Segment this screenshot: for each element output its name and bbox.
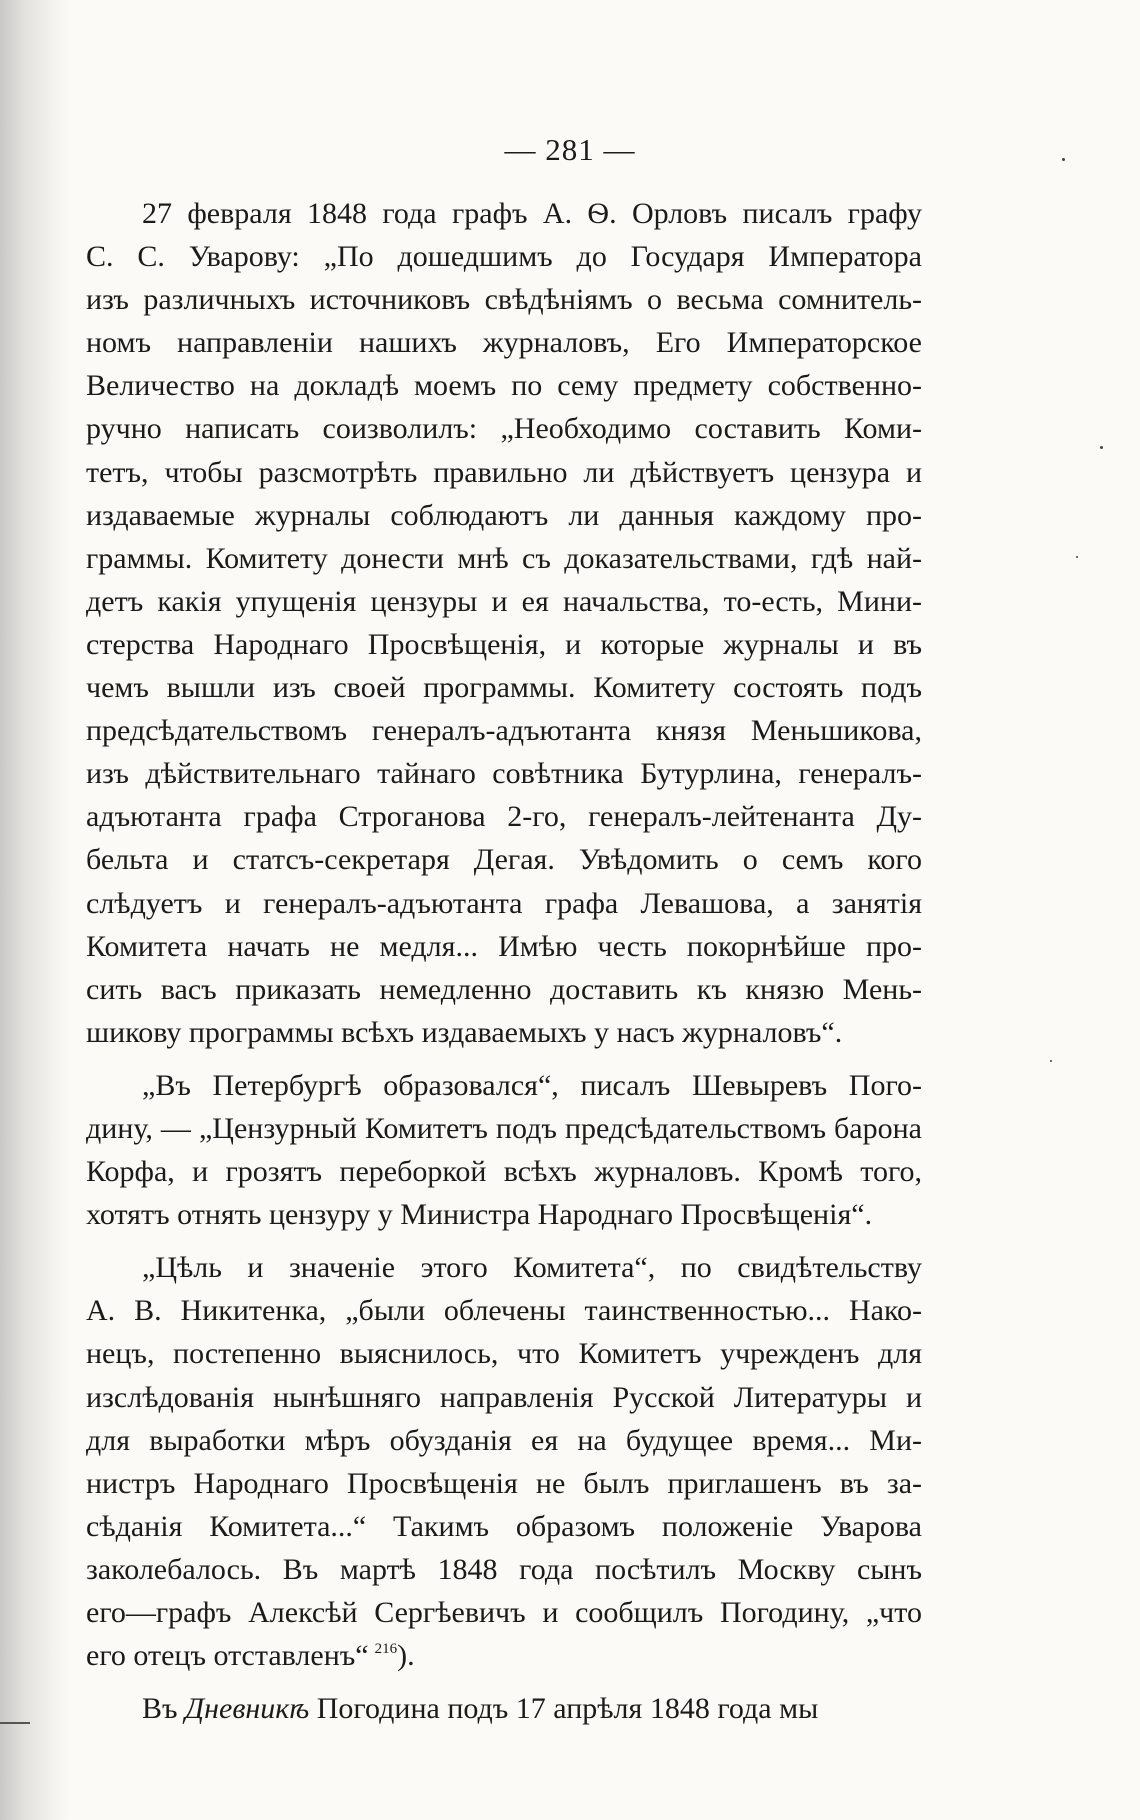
text-line <box>86 1332 922 1375</box>
text-line <box>86 580 922 623</box>
line-text: Корфа, и грозятъ переборкой всѣхъ журналовъ. Кромѣ того, <box>86 1155 922 1189</box>
text-line <box>86 1193 922 1236</box>
text-line <box>86 1064 922 1107</box>
text-line <box>86 407 922 450</box>
line-text: „Въ Петербургѣ образовался“, писалъ Шевыревъ Пого- <box>142 1068 922 1102</box>
line-text: шикову программы всѣхъ издаваемыхъ у насъ журналовъ“. <box>86 1015 843 1049</box>
line-text: Величество на докладѣ моемъ по сему предмету собственно- <box>86 369 922 403</box>
text-line <box>86 1376 922 1419</box>
text-line <box>86 1634 922 1677</box>
line-text: дину, — „Цензурный Комитетъ подъ предсѣдательствомъ барона <box>86 1111 922 1145</box>
line-text: ручно написать соизволилъ: „Необходимо составить Коми- <box>86 412 922 446</box>
text-line <box>86 709 922 752</box>
text-line <box>86 838 922 881</box>
line-text: предсѣдательствомъ генералъ-адъютанта князя Меньшикова, <box>86 714 922 748</box>
line-text: бельта и статсъ-секретаря Дегая. Увѣдомить о семъ кого <box>86 843 922 877</box>
text-line <box>86 1591 922 1634</box>
text-line <box>86 321 922 364</box>
text-line <box>86 1462 922 1505</box>
line-text: „Цѣль и значеніе этого Комитета“, по свидѣтельству <box>142 1251 922 1285</box>
text-line <box>86 1289 922 1332</box>
line-text: номъ направленіи нашихъ журналовъ, Его Императорское <box>86 326 922 360</box>
line-text: его отецъ отставленъ“ <box>86 1639 369 1673</box>
text-line <box>86 666 922 709</box>
text-line <box>86 235 922 278</box>
line-text: издаваемые журналы соблюдаютъ ли данныя каждому про- <box>86 498 922 532</box>
text-line <box>86 623 922 666</box>
scan-speck <box>1100 446 1103 449</box>
text-line <box>86 192 922 235</box>
line-text: граммы. Комитету донести мнѣ съ доказательствами, гдѣ най- <box>86 541 922 575</box>
footnote-ref: 216 <box>374 1641 398 1658</box>
line-text: изъ дѣйствительнаго тайнаго совѣтника Бутурлина, генералъ- <box>86 757 922 791</box>
line-text: тетъ, чтобы разсмотрѣть правильно ли дѣйствуетъ цензура и <box>86 455 922 489</box>
scan-speck <box>1062 158 1065 161</box>
line-text: нецъ, постепенно выяснилось, что Комитетъ учрежденъ для <box>86 1337 922 1371</box>
line-text: С. С. Уварову: „По дошедшимъ до Государя Императора <box>86 240 922 274</box>
line-text: адъютанта графа Строганова 2-го, генералъ-лейтенанта Ду- <box>86 800 922 834</box>
line-text: Комитета начать не медля... Имѣю честь покорнѣйше про- <box>86 929 922 963</box>
text-line <box>86 795 922 838</box>
scan-speck <box>1076 556 1078 558</box>
text-line <box>86 364 922 407</box>
line-lead: Въ <box>142 1692 178 1726</box>
text-line <box>86 1505 922 1548</box>
line-text: слѣдуетъ и генералъ-адъютанта графа Левашова, а занятія <box>86 886 922 920</box>
text-line <box>86 925 922 968</box>
line-text: стерства Народнаго Просвѣщенія, и которые журналы и въ <box>86 627 922 661</box>
line-text: хотятъ отнять цензуру у Министра Народнаго Просвѣщенія“. <box>86 1198 873 1232</box>
text-line <box>86 278 922 321</box>
text-line <box>86 1548 922 1591</box>
paragraph-1 <box>86 192 922 1054</box>
paragraph-2 <box>86 1064 922 1236</box>
paragraph-4 <box>86 1687 922 1730</box>
line-text: для выработки мѣръ обузданія ея на будущее время... Ми- <box>86 1423 922 1457</box>
body-text <box>86 192 922 1730</box>
scan-speck <box>1050 1060 1052 1062</box>
page-edge-mark <box>0 1722 30 1724</box>
italic-title: Дневникѣ <box>185 1692 310 1726</box>
text-line <box>86 1150 922 1193</box>
text-line <box>86 882 922 925</box>
line-text: 27 февраля 1848 года графъ А. Ѳ. Орловъ писалъ графу <box>142 197 922 230</box>
paragraph-3 <box>86 1246 922 1677</box>
text-line <box>86 1011 922 1054</box>
line-rest: Погодина подъ 17 апрѣля 1848 года мы <box>316 1692 819 1726</box>
page-number: — 281 — <box>504 132 636 167</box>
line-text: детъ какія упущенія цензуры и ея начальства, то-есть, Мини- <box>86 584 922 618</box>
line-end-punctuation: ). <box>397 1639 415 1673</box>
line-text: чемъ вышли изъ своей программы. Комитету состоять подъ <box>86 671 922 705</box>
text-line <box>86 1107 922 1150</box>
text-line <box>86 1687 922 1730</box>
text-line <box>86 1246 922 1289</box>
text-line <box>86 537 922 580</box>
text-line <box>86 1419 922 1462</box>
text-line <box>86 968 922 1011</box>
line-text: изслѣдованія нынѣшняго направленія Русской Литературы и <box>86 1380 922 1414</box>
line-text: А. В. Никитенка, „были облечены таинственностью... Нако- <box>86 1294 922 1328</box>
line-text: изъ различныхъ источниковъ свѣдѣніямъ о весьма сомнитель- <box>86 283 922 317</box>
text-line <box>86 752 922 795</box>
line-text: сѣданія Комитета...“ Такимъ образомъ положеніе Уварова <box>86 1509 922 1543</box>
line-text: заколебалось. Въ мартѣ 1848 года посѣтилъ Москву сынъ <box>86 1552 922 1586</box>
text-line <box>86 494 922 537</box>
line-text: нистръ Народнаго Просвѣщенія не былъ приглашенъ въ за- <box>86 1466 922 1500</box>
scan-edge-shadow <box>0 0 70 1820</box>
line-text: его—графъ Алексѣй Сергѣевичъ и сообщилъ Погодину, „что <box>86 1596 922 1629</box>
text-line <box>86 451 922 494</box>
line-text: сить васъ приказать немедленно доставить къ князю Мень- <box>86 972 922 1006</box>
